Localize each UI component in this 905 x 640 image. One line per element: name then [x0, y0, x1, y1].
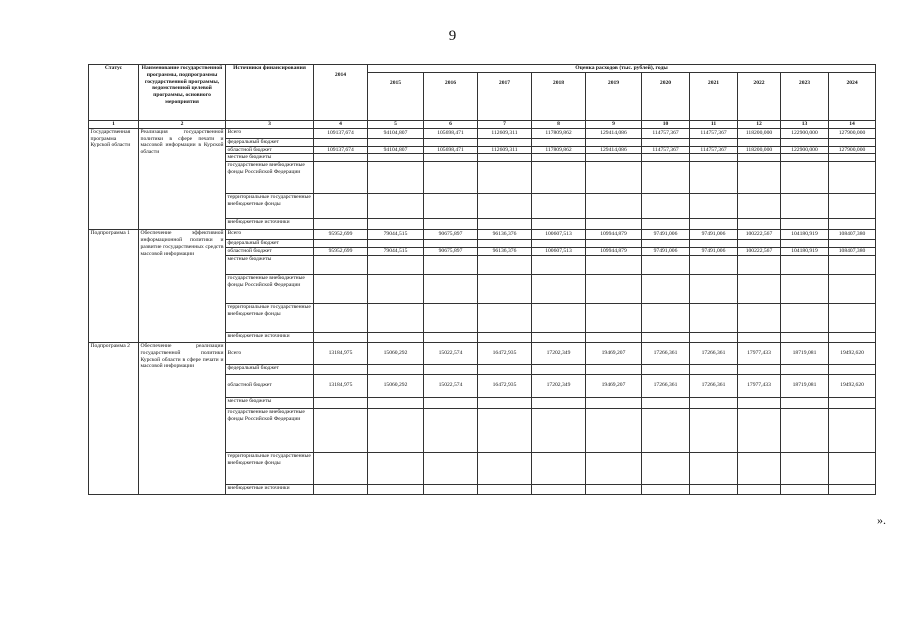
- value-cell: [690, 364, 738, 374]
- value-cell: [532, 452, 586, 484]
- value-cell: 105698,471: [424, 146, 478, 154]
- value-cell: [424, 162, 478, 194]
- value-cell: [532, 364, 586, 374]
- value-cell: [424, 452, 478, 484]
- table-row: [89, 128, 876, 138]
- value-cell: [478, 194, 532, 219]
- value-cell: [642, 452, 690, 484]
- value-cell: [642, 162, 690, 194]
- value-cell: [781, 138, 829, 146]
- value-cell: [781, 162, 829, 194]
- value-cell: [532, 332, 586, 342]
- value-cell: [738, 194, 781, 219]
- value-cell: 100222,567: [738, 230, 781, 240]
- value-cell: [314, 219, 368, 230]
- value-cell: [642, 364, 690, 374]
- value-cell: [738, 162, 781, 194]
- value-cell: 15022,574: [424, 342, 478, 364]
- value-cell: [738, 452, 781, 484]
- value-cell: 109137,674: [314, 146, 368, 154]
- funding-source-cell: внебюджетные источники: [226, 219, 314, 230]
- funding-source-cell: внебюджетные источники: [226, 332, 314, 342]
- value-cell: [532, 194, 586, 219]
- status-cell: Подпрограмма 2: [89, 342, 139, 494]
- value-cell: 15060,292: [368, 342, 424, 364]
- expenditure-table-container: [88, 64, 875, 495]
- closing-quote-mark: ».: [877, 513, 886, 527]
- column-number: 10: [642, 120, 690, 128]
- value-cell: [829, 452, 876, 484]
- header-name: Наименование государственной программы, подпрограммы государственной программы, ведомственной целевой программы, основного мероприятия: [139, 65, 226, 121]
- value-cell: [738, 408, 781, 452]
- value-cell: [368, 240, 424, 248]
- value-cell: 97491,006: [690, 230, 738, 240]
- value-cell: [738, 255, 781, 274]
- value-cell: [690, 408, 738, 452]
- value-cell: [424, 303, 478, 332]
- value-cell: 97491,006: [690, 248, 738, 256]
- value-cell: [642, 219, 690, 230]
- value-cell: [781, 274, 829, 303]
- header-year: 2020: [642, 72, 690, 120]
- funding-source-cell: Всего: [226, 128, 314, 138]
- value-cell: [586, 452, 642, 484]
- value-cell: [781, 240, 829, 248]
- status-cell: Подпрограмма 1: [89, 230, 139, 343]
- value-cell: [586, 240, 642, 248]
- value-cell: [478, 240, 532, 248]
- column-number: 5: [368, 120, 424, 128]
- funding-source-cell: государственные внебюджетные фонды Российской Федерации: [226, 274, 314, 303]
- value-cell: [478, 162, 532, 194]
- value-cell: [642, 303, 690, 332]
- value-cell: [829, 219, 876, 230]
- value-cell: [586, 332, 642, 342]
- value-cell: 97491,006: [642, 230, 690, 240]
- funding-source-cell: местные бюджеты: [226, 154, 314, 162]
- value-cell: [829, 255, 876, 274]
- value-cell: [532, 162, 586, 194]
- funding-source-cell: федеральный бюджет: [226, 240, 314, 248]
- value-cell: [424, 397, 478, 408]
- value-cell: [642, 194, 690, 219]
- value-cell: [424, 332, 478, 342]
- table-row: [89, 342, 876, 364]
- value-cell: [781, 484, 829, 494]
- value-cell: [738, 219, 781, 230]
- value-cell: [586, 303, 642, 332]
- value-cell: 109137,674: [314, 128, 368, 138]
- value-cell: 108407,380: [829, 248, 876, 256]
- value-cell: [368, 397, 424, 408]
- funding-source-cell: территориальные государственные внебюджетные фонды: [226, 303, 314, 332]
- value-cell: [781, 397, 829, 408]
- column-number: 6: [424, 120, 478, 128]
- value-cell: [642, 255, 690, 274]
- value-cell: [532, 274, 586, 303]
- value-cell: [829, 154, 876, 162]
- value-cell: 16472,935: [478, 342, 532, 364]
- value-cell: 112609,311: [478, 146, 532, 154]
- value-cell: 13184,975: [314, 374, 368, 397]
- value-cell: 17202,349: [532, 342, 586, 364]
- value-cell: [829, 138, 876, 146]
- value-cell: [586, 138, 642, 146]
- value-cell: [368, 484, 424, 494]
- value-cell: 97491,006: [642, 248, 690, 256]
- value-cell: 96136,376: [478, 230, 532, 240]
- value-cell: [781, 194, 829, 219]
- value-cell: 117809,862: [532, 128, 586, 138]
- value-cell: 104180,919: [781, 248, 829, 256]
- value-cell: 112609,311: [478, 128, 532, 138]
- header-year: 2019: [586, 72, 642, 120]
- value-cell: [738, 138, 781, 146]
- value-cell: [368, 219, 424, 230]
- value-cell: 94104,807: [368, 146, 424, 154]
- value-cell: [314, 194, 368, 219]
- value-cell: 90675,897: [424, 230, 478, 240]
- value-cell: 109944,879: [586, 230, 642, 240]
- value-cell: [478, 408, 532, 452]
- funding-source-cell: областной бюджет: [226, 374, 314, 397]
- value-cell: 17266,361: [690, 374, 738, 397]
- program-name-cell: Обеспечение реализации государственной политики Курской области в сфере печати и массовой информации: [139, 342, 226, 494]
- header-year: 2015: [368, 72, 424, 120]
- value-cell: [781, 219, 829, 230]
- column-number: 8: [532, 120, 586, 128]
- value-cell: [829, 240, 876, 248]
- value-cell: [478, 303, 532, 332]
- value-cell: [586, 154, 642, 162]
- value-cell: [690, 154, 738, 162]
- value-cell: [424, 274, 478, 303]
- value-cell: [690, 452, 738, 484]
- value-cell: [586, 364, 642, 374]
- value-cell: [314, 332, 368, 342]
- column-number: 2: [139, 120, 226, 128]
- value-cell: 17977,433: [738, 342, 781, 364]
- value-cell: 114757,367: [690, 146, 738, 154]
- value-cell: 95952,699: [314, 230, 368, 240]
- value-cell: [586, 408, 642, 452]
- value-cell: [738, 240, 781, 248]
- value-cell: [368, 274, 424, 303]
- value-cell: [424, 219, 478, 230]
- value-cell: 129414,086: [586, 146, 642, 154]
- header-year: 2016: [424, 72, 478, 120]
- value-cell: [642, 154, 690, 162]
- value-cell: [424, 154, 478, 162]
- value-cell: 13184,975: [314, 342, 368, 364]
- value-cell: 100607,513: [532, 248, 586, 256]
- column-number: 1: [89, 120, 139, 128]
- funding-source-cell: государственные внебюджетные фонды Российской Федерации: [226, 408, 314, 452]
- header-year: 2018: [532, 72, 586, 120]
- column-number: 12: [738, 120, 781, 128]
- value-cell: 95952,699: [314, 248, 368, 256]
- value-cell: [478, 219, 532, 230]
- value-cell: [532, 240, 586, 248]
- value-cell: 129414,086: [586, 128, 642, 138]
- column-number: 9: [586, 120, 642, 128]
- header-year: 2024: [829, 72, 876, 120]
- value-cell: 127900,000: [829, 128, 876, 138]
- value-cell: [642, 274, 690, 303]
- value-cell: 96136,376: [478, 248, 532, 256]
- column-number: 13: [781, 120, 829, 128]
- funding-source-cell: местные бюджеты: [226, 255, 314, 274]
- value-cell: [368, 255, 424, 274]
- value-cell: [690, 138, 738, 146]
- value-cell: [368, 303, 424, 332]
- value-cell: [314, 138, 368, 146]
- funding-source-cell: областной бюджет: [226, 248, 314, 256]
- program-name-cell: Реализация государственной политики в сфере печати и массовой информации в Курской области: [139, 128, 226, 229]
- column-number: 7: [478, 120, 532, 128]
- value-cell: [586, 255, 642, 274]
- value-cell: [642, 484, 690, 494]
- value-cell: [314, 303, 368, 332]
- column-number: 11: [690, 120, 738, 128]
- value-cell: [690, 303, 738, 332]
- value-cell: 18719,081: [781, 374, 829, 397]
- value-cell: [368, 162, 424, 194]
- value-cell: [738, 332, 781, 342]
- value-cell: [781, 303, 829, 332]
- value-cell: [586, 194, 642, 219]
- funding-source-cell: местные бюджеты: [226, 397, 314, 408]
- value-cell: [532, 484, 586, 494]
- value-cell: 127900,000: [829, 146, 876, 154]
- value-cell: 109944,879: [586, 248, 642, 256]
- value-cell: [642, 408, 690, 452]
- value-cell: [532, 219, 586, 230]
- expenditure-estimate-table: [88, 64, 876, 495]
- value-cell: 79044,515: [368, 248, 424, 256]
- value-cell: 17266,361: [690, 342, 738, 364]
- value-cell: 118200,000: [738, 128, 781, 138]
- value-cell: [829, 364, 876, 374]
- column-numbers-row: [89, 120, 876, 128]
- funding-source-cell: государственные внебюджетные фонды Российской Федерации: [226, 162, 314, 194]
- value-cell: [690, 397, 738, 408]
- value-cell: [532, 154, 586, 162]
- value-cell: [586, 484, 642, 494]
- funding-source-cell: федеральный бюджет: [226, 138, 314, 146]
- value-cell: [690, 332, 738, 342]
- value-cell: 19492,620: [829, 374, 876, 397]
- funding-source-cell: территориальные государственные внебюджетные фонды: [226, 452, 314, 484]
- value-cell: 18719,081: [781, 342, 829, 364]
- value-cell: [478, 154, 532, 162]
- column-number: 3: [226, 120, 314, 128]
- value-cell: 19469,207: [586, 342, 642, 364]
- value-cell: [781, 154, 829, 162]
- value-cell: [478, 364, 532, 374]
- value-cell: [690, 240, 738, 248]
- value-cell: [532, 303, 586, 332]
- header-year: 2014: [314, 65, 368, 121]
- value-cell: [314, 484, 368, 494]
- value-cell: [478, 138, 532, 146]
- value-cell: 19492,620: [829, 342, 876, 364]
- header-year: 2021: [690, 72, 738, 120]
- value-cell: 117809,862: [532, 146, 586, 154]
- column-number: 14: [829, 120, 876, 128]
- funding-source-cell: Всего: [226, 342, 314, 364]
- value-cell: [642, 240, 690, 248]
- value-cell: [478, 484, 532, 494]
- value-cell: [314, 240, 368, 248]
- header-estimate: Оценка расходов (тыс. рублей), годы: [368, 65, 876, 73]
- value-cell: [368, 138, 424, 146]
- status-cell: Государственная программа Курской области: [89, 128, 139, 229]
- value-cell: [532, 138, 586, 146]
- value-cell: [368, 452, 424, 484]
- value-cell: 15060,292: [368, 374, 424, 397]
- value-cell: [781, 255, 829, 274]
- value-cell: 15022,574: [424, 374, 478, 397]
- value-cell: [586, 162, 642, 194]
- value-cell: [314, 154, 368, 162]
- value-cell: [829, 194, 876, 219]
- value-cell: 17202,349: [532, 374, 586, 397]
- value-cell: 90675,897: [424, 248, 478, 256]
- value-cell: [642, 138, 690, 146]
- value-cell: [532, 255, 586, 274]
- value-cell: [424, 138, 478, 146]
- value-cell: [532, 397, 586, 408]
- value-cell: 19469,207: [586, 374, 642, 397]
- value-cell: [642, 332, 690, 342]
- value-cell: 118200,000: [738, 146, 781, 154]
- header-year: 2022: [738, 72, 781, 120]
- funding-source-cell: территориальные государственные внебюджетные фонды: [226, 194, 314, 219]
- value-cell: [314, 162, 368, 194]
- funding-source-cell: федеральный бюджет: [226, 364, 314, 374]
- value-cell: [478, 452, 532, 484]
- value-cell: 94104,807: [368, 128, 424, 138]
- value-cell: [690, 484, 738, 494]
- value-cell: [829, 162, 876, 194]
- value-cell: [314, 397, 368, 408]
- value-cell: 17266,361: [642, 374, 690, 397]
- value-cell: [738, 303, 781, 332]
- value-cell: 17977,433: [738, 374, 781, 397]
- header-source: Источники финансирования: [226, 65, 314, 121]
- value-cell: [829, 303, 876, 332]
- value-cell: [424, 408, 478, 452]
- value-cell: [478, 332, 532, 342]
- value-cell: [738, 364, 781, 374]
- value-cell: [690, 219, 738, 230]
- table-row: [89, 230, 876, 240]
- value-cell: [368, 408, 424, 452]
- page-number: 9: [448, 28, 457, 44]
- value-cell: [424, 484, 478, 494]
- value-cell: [781, 332, 829, 342]
- value-cell: [829, 484, 876, 494]
- value-cell: [368, 332, 424, 342]
- value-cell: 122900,000: [781, 128, 829, 138]
- value-cell: [368, 194, 424, 219]
- header-status: Статус: [89, 65, 139, 121]
- value-cell: 16472,935: [478, 374, 532, 397]
- value-cell: [829, 274, 876, 303]
- value-cell: [478, 274, 532, 303]
- value-cell: [690, 255, 738, 274]
- column-number: 4: [314, 120, 368, 128]
- funding-source-cell: Всего: [226, 230, 314, 240]
- value-cell: [424, 255, 478, 274]
- program-name-cell: Обеспечение эффективной информационной политики и развитие государственных средств массовой информации: [139, 230, 226, 343]
- value-cell: 100607,513: [532, 230, 586, 240]
- value-cell: [314, 274, 368, 303]
- funding-source-cell: внебюджетные источники: [226, 484, 314, 494]
- value-cell: [738, 397, 781, 408]
- value-cell: 105698,471: [424, 128, 478, 138]
- value-cell: 114757,367: [642, 128, 690, 138]
- value-cell: [829, 397, 876, 408]
- value-cell: [368, 364, 424, 374]
- value-cell: [314, 364, 368, 374]
- value-cell: [586, 397, 642, 408]
- value-cell: [424, 194, 478, 219]
- value-cell: [829, 408, 876, 452]
- value-cell: [781, 452, 829, 484]
- value-cell: [314, 452, 368, 484]
- value-cell: [532, 408, 586, 452]
- value-cell: [690, 194, 738, 219]
- value-cell: 79044,515: [368, 230, 424, 240]
- value-cell: 122900,000: [781, 146, 829, 154]
- value-cell: [781, 364, 829, 374]
- value-cell: 114757,367: [690, 128, 738, 138]
- value-cell: 17266,361: [642, 342, 690, 364]
- header-year: 2017: [478, 72, 532, 120]
- value-cell: [690, 274, 738, 303]
- value-cell: 104180,919: [781, 230, 829, 240]
- value-cell: 108407,380: [829, 230, 876, 240]
- value-cell: [424, 240, 478, 248]
- value-cell: 100222,567: [738, 248, 781, 256]
- value-cell: [829, 332, 876, 342]
- header-year: 2023: [781, 72, 829, 120]
- value-cell: [586, 274, 642, 303]
- value-cell: [738, 154, 781, 162]
- value-cell: [781, 408, 829, 452]
- value-cell: [690, 162, 738, 194]
- value-cell: [642, 397, 690, 408]
- value-cell: 114757,367: [642, 146, 690, 154]
- value-cell: [314, 255, 368, 274]
- value-cell: [738, 484, 781, 494]
- value-cell: [368, 154, 424, 162]
- value-cell: [738, 274, 781, 303]
- funding-source-cell: областной бюджет: [226, 146, 314, 154]
- value-cell: [478, 255, 532, 274]
- value-cell: [478, 397, 532, 408]
- value-cell: [314, 408, 368, 452]
- value-cell: [586, 219, 642, 230]
- value-cell: [424, 364, 478, 374]
